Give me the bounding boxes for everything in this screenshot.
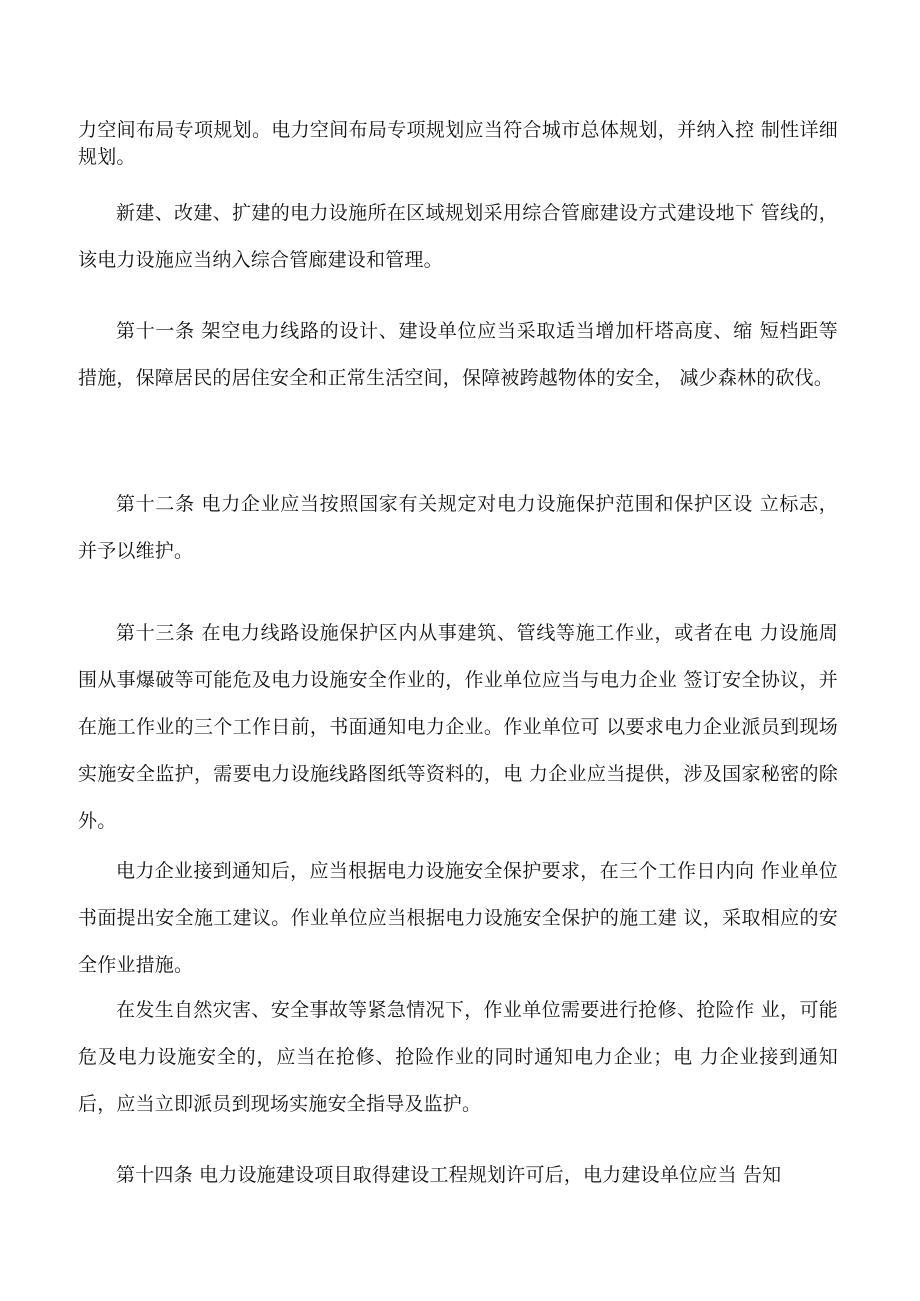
article-11: 第十一条 架空电力线路的设计、建设单位应当采取适当增加杆塔高度、缩 短档距等措施，保障居民的居住安全和正常生活空间，保障被跨越物体的安全， 减少森林的砍伐。 (78, 320, 838, 389)
article-13: 第十三条 在电力线路设施保护区内从事建筑、管线等施工作业，或者在电 力设施周围从事爆破等可能危及电力设施安全作业的，作业单位应当与电力企业 签订安全协议，并在施工作业的三个工作日前，书面通知电力企业。作业单位可 以要求电力企业派员到现场实施安全监护，需要电力设施线路图纸等资料的，电 力企业应当提供，涉及国家秘密的除外。 (78, 622, 838, 832)
paragraph-continuation: 力空间布局专项规划。电力空间布局专项规划应当符合城市总体规划，并纳入控 制性详细规划。 (78, 119, 838, 168)
article-12: 第十二条 电力企业应当按照国家有关规定对电力设施保护范围和保护区设 立标志，并予以维护。 (78, 493, 838, 562)
article-14: 第十四条 电力设施建设项目取得建设工程规划许可后，电力建设单位应当 告知 (116, 1164, 782, 1186)
paragraph-utility-tunnel: 新建、改建、扩建的电力设施所在区域规划采用综合管廊建设方式建设地下 管线的，该电力设施应当纳入综合管廊建设和管理。 (78, 202, 838, 271)
article-13-paragraph-3: 在发生自然灾害、安全事故等紧急情况下，作业单位需要进行抢修、抢险作 业，可能危及电力设施安全的，应当在抢修、抢险作业的同时通知电力企业；电 力企业接到通知后，应当立即派员到现场实施安全指导及监护。 (78, 999, 838, 1115)
article-13-paragraph-2: 电力企业接到通知后，应当根据电力设施安全保护要求，在三个工作日内向 作业单位书面提出安全施工建议。作业单位应当根据电力设施安全保护的施工建 议，采取相应的安全作业措施。 (78, 860, 838, 976)
